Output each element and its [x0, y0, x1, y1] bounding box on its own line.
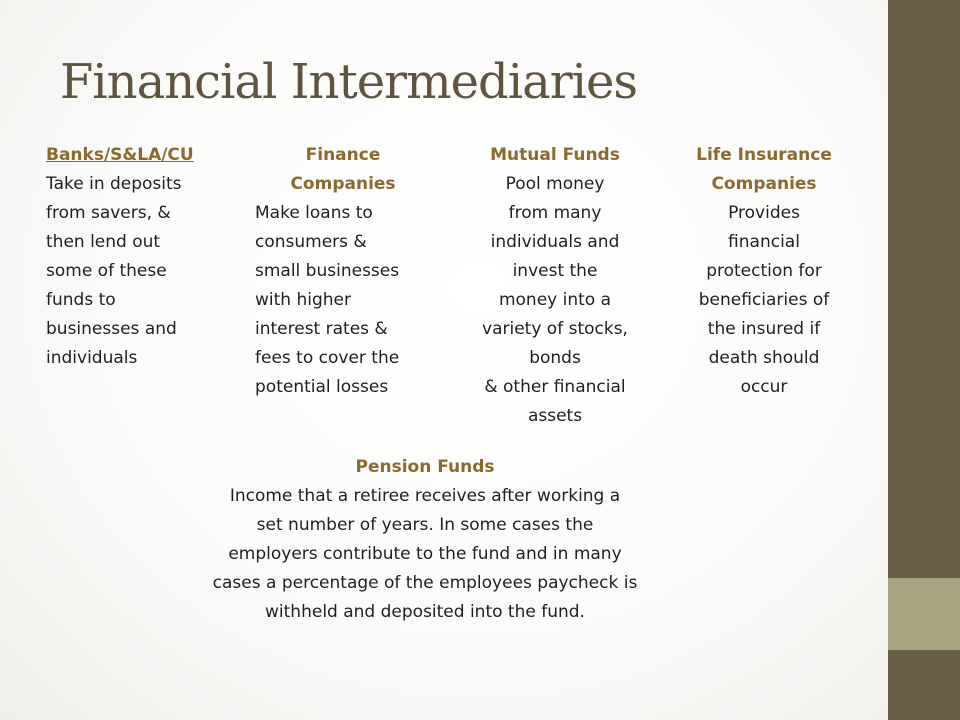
- mutual-line: assets: [527, 406, 583, 426]
- mutual-line: Pool money: [505, 174, 605, 194]
- life-line: the insured if: [707, 319, 821, 339]
- finance-heading: Companies: [290, 174, 396, 194]
- decorative-side-bar-bottom: [888, 650, 960, 720]
- life-line: financial: [728, 232, 800, 252]
- banks-line: some of these: [46, 261, 167, 281]
- mutual-line: from many: [508, 203, 602, 223]
- column-finance-companies: [255, 141, 431, 402]
- finance-line: with higher: [255, 290, 351, 310]
- finance-line: Make loans to: [255, 203, 373, 223]
- life-line: protection for: [706, 261, 822, 281]
- pension-line: set number of years. In some cases the: [256, 515, 594, 535]
- life-heading: Life Insurance: [696, 145, 832, 165]
- banks-heading: Banks/S&LA/CU: [46, 145, 194, 165]
- column-banks: [46, 141, 226, 373]
- finance-line: interest rates &: [255, 319, 388, 339]
- mutual-line: individuals and: [490, 232, 620, 252]
- banks-line: businesses and: [46, 319, 177, 339]
- pension-line: withheld and deposited into the fund.: [265, 602, 585, 622]
- pension-funds-block: [170, 453, 680, 627]
- column-life-insurance: [680, 141, 848, 402]
- banks-line: from savers, &: [46, 203, 171, 223]
- finance-line: potential losses: [255, 377, 389, 397]
- column-mutual-funds: [460, 141, 650, 431]
- banks-line: individuals: [46, 348, 138, 368]
- life-line: beneficiaries of: [698, 290, 830, 310]
- life-line: Provides: [728, 203, 800, 223]
- banks-line: Take in deposits: [46, 174, 182, 194]
- finance-line: fees to cover the: [255, 348, 400, 368]
- mutual-line: variety of stocks,: [482, 319, 628, 339]
- finance-line: consumers &: [255, 232, 367, 252]
- pension-line: Income that a retiree receives after working a: [229, 486, 621, 506]
- life-line: death should: [708, 348, 820, 368]
- life-line: occur: [740, 377, 788, 397]
- life-heading: Companies: [711, 174, 817, 194]
- mutual-line: bonds: [529, 348, 581, 368]
- mutual-heading: Mutual Funds: [490, 145, 620, 165]
- mutual-line: money into a: [498, 290, 612, 310]
- pension-line: employers contribute to the fund and in many: [228, 544, 622, 564]
- finance-heading: Finance: [305, 145, 381, 165]
- banks-line: funds to: [46, 290, 116, 310]
- decorative-side-bar-accent: [888, 578, 960, 650]
- mutual-line: & other financial: [484, 377, 626, 397]
- slide-title: Financial Intermediaries: [60, 54, 638, 110]
- finance-line: small businesses: [255, 261, 400, 281]
- mutual-line: invest the: [512, 261, 598, 281]
- pension-heading: Pension Funds: [355, 457, 495, 477]
- decorative-side-bar: [888, 0, 960, 578]
- banks-line: then lend out: [46, 232, 161, 252]
- pension-line: cases a percentage of the employees paycheck is: [212, 573, 638, 593]
